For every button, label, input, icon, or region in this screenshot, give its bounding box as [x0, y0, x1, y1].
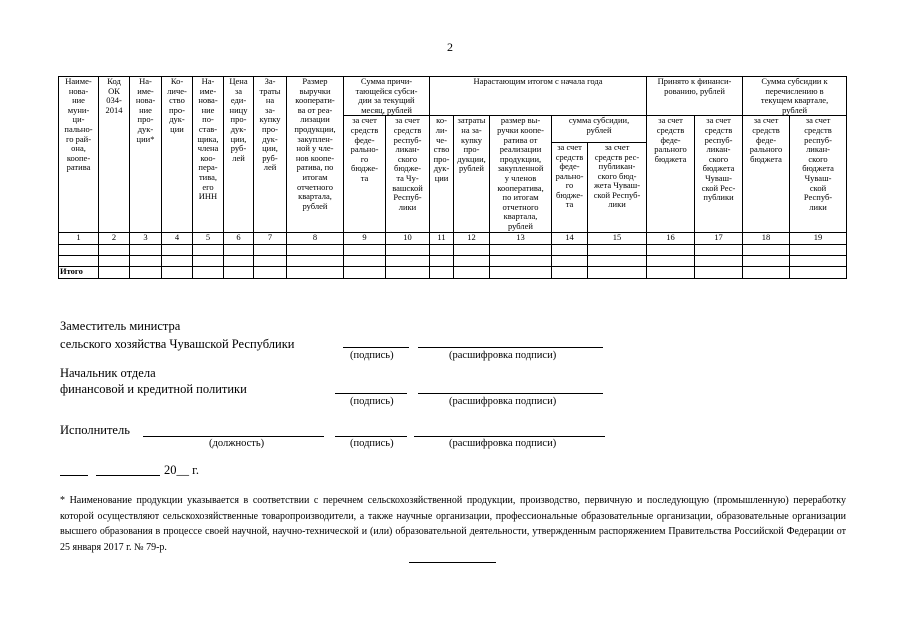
- header-c15: за счет средств рес- публикан- ского бюд- жета Чуваш- ской Респуб- лики: [588, 142, 647, 232]
- head-title-line2: финансовой и кредитной политики: [60, 382, 247, 396]
- col-num: 5: [193, 232, 224, 244]
- header-product-name: На- име- нова- ние про- дук- ции*: [130, 77, 162, 233]
- end-separator-line: [409, 562, 496, 563]
- deputy-signature-caption: (подпись): [350, 350, 394, 361]
- executor-position-line: [143, 436, 324, 437]
- col-num: 8: [287, 232, 344, 244]
- header-c19: за счет средств респуб- ликан- ского бюджета Чуваш- ской Респуб- лики: [790, 116, 847, 232]
- head-signature-caption: (подпись): [350, 396, 394, 407]
- col-num: 7: [254, 232, 287, 244]
- deputy-decoding-line: [418, 347, 603, 348]
- executor-position-caption: (должность): [209, 438, 265, 449]
- deputy-title-line1: Заместитель министра: [60, 319, 181, 333]
- col-num: 9: [344, 232, 386, 244]
- executor-signature-line: [335, 436, 407, 437]
- header-c10: за счет средств респуб- ликан- ского бюдже- та Чу- вашской Респуб- лики: [386, 116, 430, 232]
- footnote: * Наименование продукции указывается в соответствии с перечнем сельскохозяйственной продукции, производство, первичную и последующую (промышленную) переработку которой осуществляют сельскохозяйственные товаропроизводители, а также научные организации, профессиональные образовательные организации, образовательные организации высшего образования в процессе своей научной, научно-технической и (или) образовательной деятельности, утвержденным распоряжением Правительства Российской Федерации от 25 января 2017 г. № 79-р.: [60, 495, 846, 553]
- header-c13: размер вы- ручки коопе- ратива от реализации продукции, закупленной у членов кооператива, по итогам отчетного квартала, рублей: [490, 116, 552, 232]
- column-number-row: [59, 232, 847, 244]
- total-label: Итого: [59, 266, 99, 278]
- col-num: 17: [695, 232, 743, 244]
- deputy-signature-line: [343, 347, 409, 348]
- executor-decoding-caption: (расшифровка подписи): [449, 438, 557, 449]
- col-num: 18: [743, 232, 790, 244]
- page-number: 2: [447, 40, 453, 54]
- col-num: 13: [490, 232, 552, 244]
- executor-label: Исполнитель: [60, 423, 130, 437]
- deputy-title-line2: сельского хозяйства Чувашской Республики: [60, 337, 295, 351]
- table-row-total: [59, 266, 847, 278]
- header-group-cumulative: Нарастающим итогом с начала года: [430, 77, 647, 116]
- header-c17: за счет средств респуб- ликан- ского бюджета Чуваш- ской Рес- публики: [695, 116, 743, 232]
- date-month-line: [96, 475, 160, 476]
- header-c14: за счет средств феде- рально- го бюдже- та: [552, 142, 588, 232]
- col-num: 2: [99, 232, 130, 244]
- header-supplier: На- име- нова- ние по- став- щика, члена коо- пера- тива, его ИНН: [193, 77, 224, 233]
- header-product-quantity: Ко- личе- ство про- дук- ции: [162, 77, 193, 233]
- col-num: 14: [552, 232, 588, 244]
- header-c12: затраты на за- купку про- дукции, рублей: [454, 116, 490, 232]
- executor-decoding-line: [414, 436, 605, 437]
- col-num: 4: [162, 232, 193, 244]
- header-unit-price: Цена за еди- ницу про- дук- ции, руб- лей: [224, 77, 254, 233]
- header-okpd-code: Код ОК 034- 2014: [99, 77, 130, 233]
- col-num: 12: [454, 232, 490, 244]
- col-num: 16: [647, 232, 695, 244]
- deputy-decoding-caption: (расшифровка подписи): [449, 350, 557, 361]
- table-row-empty: [59, 255, 847, 266]
- col-num: 3: [130, 232, 162, 244]
- col-num: 15: [588, 232, 647, 244]
- header-c9: за счет средств феде- рально- го бюдже- та: [344, 116, 386, 232]
- header-c18: за счет средств феде- рального бюджета: [743, 116, 790, 232]
- header-group-monthly-subsidy: Сумма причи- тающейся субси- дии за текущий месяц, рублей: [344, 77, 430, 116]
- table-row-empty: [59, 244, 847, 255]
- header-row-1: [59, 77, 847, 116]
- header-c11: ко- ли- че- ство про- дук- ции: [430, 116, 454, 232]
- date-day-line: [60, 475, 88, 476]
- header-purchase-costs: За- траты на за- купку про- дук- ции, руб- лей: [254, 77, 287, 233]
- header-group-accepted: Принято к финанси- рованию, рублей: [647, 77, 743, 116]
- header-group-transfer: Сумма субсидии к перечислению в текущем квартале, рублей: [743, 77, 847, 116]
- subsidy-report-table: [58, 76, 847, 279]
- header-municipality: Наиме- нова- ние муни- ци- пально- го рай- она, коопе- ратива: [59, 77, 99, 233]
- col-num: 1: [59, 232, 99, 244]
- header-group-subsidy-sum: сумма субсидии, рублей: [552, 116, 647, 143]
- header-c16: за счет средств феде- рального бюджета: [647, 116, 695, 232]
- col-num: 19: [790, 232, 847, 244]
- head-decoding-caption: (расшифровка подписи): [449, 396, 557, 407]
- col-num: 6: [224, 232, 254, 244]
- date-year: 20__ г.: [164, 463, 199, 477]
- executor-signature-caption: (подпись): [350, 438, 394, 449]
- head-decoding-line: [418, 393, 603, 394]
- header-revenue: Размер выручки кооперати- ва от реа- лизации продукции, закуплен- ной у чле- нов коопе- ратива, по итогам отчетного квартала, рублей: [287, 77, 344, 233]
- head-title-line1: Начальник отдела: [60, 366, 156, 380]
- head-signature-line: [335, 393, 407, 394]
- col-num: 11: [430, 232, 454, 244]
- col-num: 10: [386, 232, 430, 244]
